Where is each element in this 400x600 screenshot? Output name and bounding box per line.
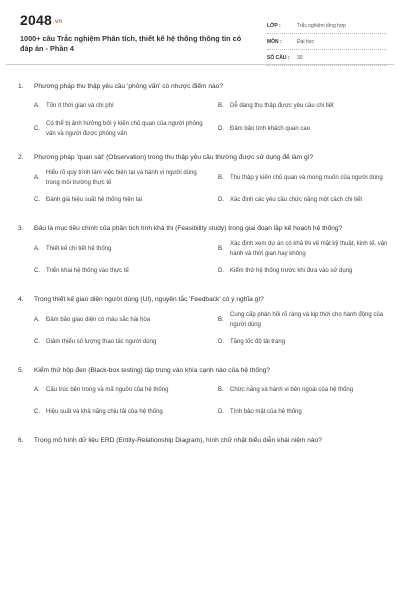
question-item <box>18 366 384 422</box>
option-text: Kiểm thử hệ thống trước khi đưa vào sử dụng <box>230 268 353 275</box>
meta-row-subject <box>267 34 387 50</box>
question-stem <box>18 82 384 92</box>
answer-options <box>18 169 384 210</box>
logo-text: 2048 <box>20 12 52 28</box>
answer-option-d[interactable] <box>218 192 394 210</box>
question-number: 5. <box>18 367 24 374</box>
logo-suffix: .vn <box>52 19 63 25</box>
question-number: 6. <box>18 437 24 444</box>
answer-option-d[interactable] <box>218 404 394 422</box>
option-letter: A. <box>34 103 40 110</box>
question-number: 4. <box>18 296 24 303</box>
question-text: Phương pháp 'quan sát' (Observation) trong thu thập yêu cầu thường được sử dụng để làm gì? <box>34 154 314 161</box>
meta-label: MÔN : <box>267 38 282 45</box>
question-text: Kiểm thử hộp đen (Black-box testing) tập trung vào khía cạnh nào của hệ thống? <box>34 367 271 374</box>
meta-value: Đại học <box>297 38 314 45</box>
question-item <box>18 295 384 352</box>
answer-option-d[interactable] <box>218 334 394 352</box>
question-item <box>18 224 388 281</box>
answer-options <box>18 240 388 281</box>
question-number: 3. <box>18 225 24 232</box>
answer-option-d[interactable] <box>218 263 394 281</box>
option-text: Thu thập ý kiến chủ quan và mong muốn của người dùng <box>230 174 383 181</box>
answer-option-c[interactable] <box>34 404 210 422</box>
option-text: Dễ dàng thu thập được yêu cầu chi tiết <box>230 103 334 110</box>
option-letter: A. <box>34 316 40 323</box>
question-text: Trong thiết kế giao diện người dùng (UI), nguyên tắc 'Feedback' có ý nghĩa gì? <box>34 296 264 303</box>
option-text: Tốn ít thời gian và chi phí <box>46 103 114 110</box>
option-text: Giảm thiểu số lượng thao tác người dùng <box>46 339 157 346</box>
option-letter: B. <box>218 387 224 394</box>
header-divider <box>6 64 394 65</box>
option-letter: A. <box>34 387 40 394</box>
document-header <box>14 8 386 70</box>
question-stem <box>18 366 384 376</box>
answer-option-d[interactable] <box>218 120 394 139</box>
option-letter: B. <box>218 103 224 110</box>
option-text: Thiết kế chi tiết hệ thống <box>46 245 112 252</box>
answer-options <box>18 98 384 139</box>
option-letter: D. <box>218 268 224 275</box>
option-letter: A. <box>34 174 40 181</box>
answer-options <box>18 311 384 352</box>
option-letter: C. <box>34 197 40 204</box>
meta-value: Trắc nghiệm tổng hợp <box>297 22 346 29</box>
option-text: Đảm bảo giao diện có màu sắc hài hòa <box>46 316 151 323</box>
answer-option-c[interactable] <box>34 192 210 210</box>
option-letter: C. <box>34 125 40 132</box>
question-stem <box>18 436 384 446</box>
option-letter: D. <box>218 125 224 132</box>
question-stem <box>18 153 384 163</box>
answer-option-a[interactable] <box>34 382 210 400</box>
option-text: Xác định các yêu cầu chức năng một cách chi tiết <box>230 197 363 204</box>
option-letter: B. <box>218 316 224 323</box>
option-letter: C. <box>34 409 40 416</box>
meta-label: LỚP : <box>267 22 281 29</box>
option-text: Tính bảo mật của hệ thống <box>230 409 302 416</box>
option-letter: B. <box>218 245 224 252</box>
option-text: Có thể bị ảnh hưởng bởi ý kiến chủ quan của người phỏng vấn và người được phỏng vấn <box>46 121 203 137</box>
option-letter: B. <box>218 174 224 181</box>
document-meta <box>267 18 387 66</box>
answer-option-c[interactable] <box>34 263 210 281</box>
question-text: Trong mô hình dữ liệu ERD (Entity-Relationship Diagram), hình chữ nhật biểu diễn khái niệm nào? <box>34 437 322 444</box>
question-item <box>18 153 384 210</box>
answer-option-a[interactable] <box>34 311 210 330</box>
option-letter: D. <box>218 339 224 346</box>
answer-option-a[interactable] <box>34 169 210 188</box>
option-text: Xác định xem dự án có khả thi về mặt kỹ thuật, kinh tế, vận hành và thời gian hay không <box>230 241 388 257</box>
answer-option-b[interactable] <box>218 169 394 188</box>
answer-option-b[interactable] <box>218 98 394 116</box>
option-text: Cấu trúc bên trong và mã nguồn của hệ thống <box>46 387 169 394</box>
option-text: Hiểu rõ quy trình làm việc hiện tại và hành vi người dùng trong môi trường thực tế <box>46 170 197 186</box>
meta-row-class <box>267 18 387 34</box>
option-text: Cung cấp phản hồi rõ ràng và kịp thời cho hành động của người dùng <box>230 312 384 328</box>
option-text: Đánh giá hiệu suất hệ thống hiện tại <box>46 197 143 204</box>
answer-option-a[interactable] <box>34 98 210 116</box>
question-list <box>18 82 388 460</box>
option-text: Tăng tốc độ tải trang <box>230 339 286 346</box>
option-text: Hiệu suất và khả năng chịu tải của hệ thống <box>46 409 163 416</box>
option-letter: C. <box>34 268 40 275</box>
site-logo[interactable] <box>20 12 62 28</box>
answer-option-a[interactable] <box>34 240 210 259</box>
answer-option-b[interactable] <box>218 382 394 400</box>
option-text: Chức năng và hành vi bên ngoài của hệ thống <box>230 387 354 394</box>
question-stem <box>18 224 384 234</box>
document-title: 1000+ câu Trắc nghiệm Phân tích, thiết kế hệ thống thông tin có đáp án - Phần 4 <box>20 34 242 53</box>
answer-option-c[interactable] <box>34 334 210 352</box>
question-number: 1. <box>18 83 24 90</box>
answer-options <box>18 382 384 422</box>
question-stem <box>18 295 384 305</box>
option-letter: D. <box>218 197 224 204</box>
option-text: Triển khai hệ thống vào thực tế <box>46 268 129 275</box>
question-text: Phương pháp thu thập yêu cầu 'phỏng vấn' có nhược điểm nào? <box>34 83 223 90</box>
meta-label: SỐ CÂU : <box>267 54 290 61</box>
option-letter: C. <box>34 339 40 346</box>
question-text: Đâu là mục tiêu chính của phân tích tính khả thi (Feasibility study) trong giai đoạn lập kế hoạch hệ thống? <box>34 225 343 232</box>
question-item <box>18 82 384 139</box>
answer-option-c[interactable] <box>34 120 210 139</box>
option-text: Đảm bảo tính khách quan cao <box>230 125 311 132</box>
option-letter: D. <box>218 409 224 416</box>
question-number: 2. <box>18 154 24 161</box>
answer-option-b[interactable] <box>218 311 394 330</box>
question-item <box>18 436 384 446</box>
option-letter: A. <box>34 245 40 252</box>
meta-value: 30 <box>297 54 303 61</box>
answer-option-b[interactable] <box>218 240 394 259</box>
